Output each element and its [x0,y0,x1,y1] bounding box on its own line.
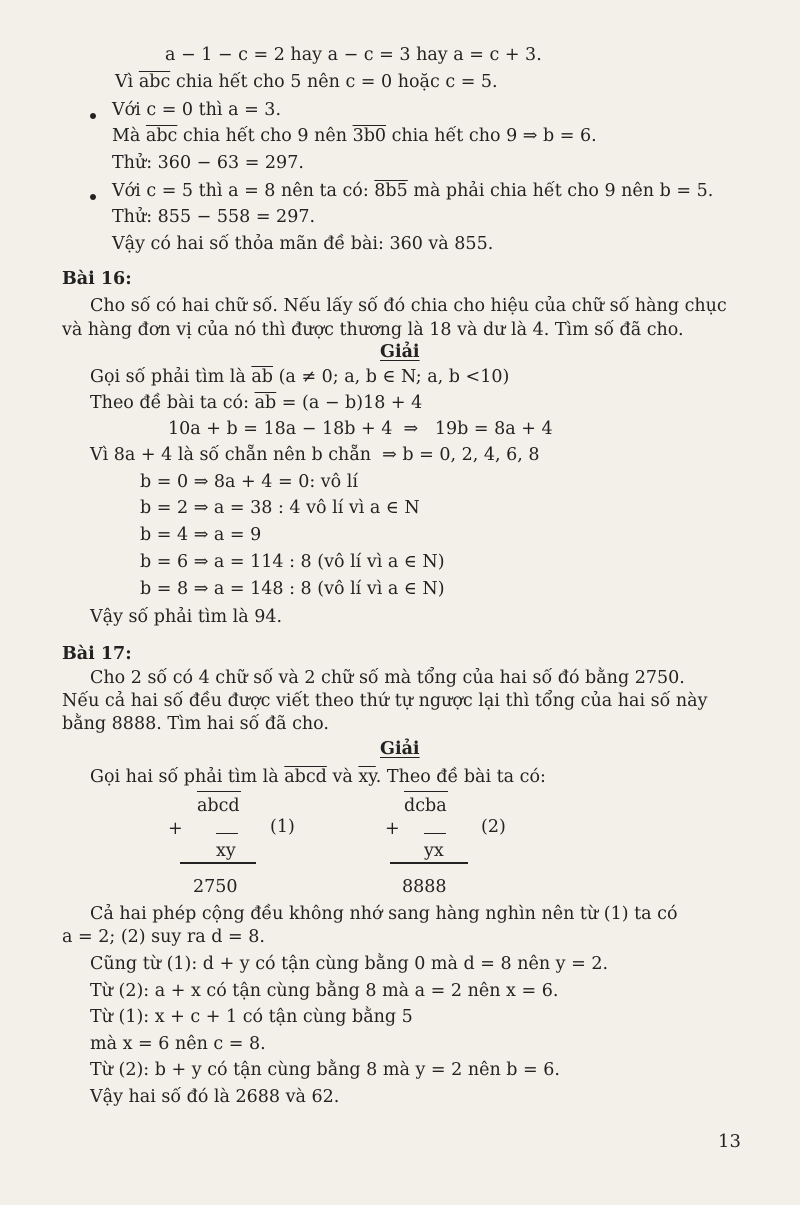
sum-result: 8888 [402,877,447,897]
text-line: Gọi số phải tìm là $\overline{ab}$ (a ≠ 0; a, b ∈ N; a, b <10) [90,367,510,387]
problem-text: Cho số có hai chữ số. Nếu lấy số đó chia cho hiệu của chữ số hàng chục [90,296,727,316]
text-line: Vì 8a + 4 là số chẵn nên b chẵn ⇒ b = 0, 2, 4, 6, 8 [90,445,540,465]
text-line: Từ (2): a + x có tận cùng bằng 8 mà a = 2 nên x = 6. [90,981,559,1001]
equation-tag: (1) [270,817,295,837]
conclusion-line: Vậy hai số đó là 2688 và 62. [90,1087,340,1107]
sum-rule [180,862,256,864]
overlined-number: $\overline{abc}$ [138,72,171,92]
addend-bottom: yx [424,841,444,861]
conclusion-line: Vậy số phải tìm là 94. [90,607,283,627]
text-line: Với c = 0 thì a = 3. [112,100,282,120]
plus-sign: + [168,819,183,839]
text-line: Từ (1): x + c + 1 có tận cùng bằng 5 [90,1007,413,1027]
overlined-number: $\overline{xy}$ [358,767,376,787]
addend-bottom: xy [216,841,236,861]
text-line: a = 2; (2) suy ra d = 8. [62,927,265,947]
overline-mark [216,833,238,834]
case-line: b = 6 ⇒ a = 114 : 8 (vô lí vì a ∈ N) [140,552,445,572]
solution-heading: Giải [380,342,420,362]
overlined-number: 3b0 [352,126,387,146]
solution-heading: Giải [380,739,420,759]
page-number: 13 [718,1131,741,1152]
text-line: Vậy có hai số thỏa mãn đề bài: 360 và 855. [112,234,494,254]
text-line: Cũng từ (1): d + y có tận cùng bằng 0 mà d = 8 nên y = 2. [90,954,609,974]
problem-text: Cho 2 số có 4 chữ số và 2 chữ số mà tổng của hai số đó bằng 2750. [90,668,685,688]
text-line: mà x = 6 nên c = 8. [90,1034,266,1054]
problem-text: và hàng đơn vị của nó thì được thương là 18 và dư là 4. Tìm số đã cho. [62,320,684,340]
problem-text: bằng 8888. Tìm hai số đã cho. [62,714,329,734]
text-line: Thử: 360 − 63 = 297. [112,153,304,173]
text-line: Theo đề bài ta có: $\overline{ab} = (a - b)18 + 4$ [90,393,423,413]
equation-tag: (2) [481,817,506,837]
addend-top: abcd [197,796,240,816]
case-line: b = 4 ⇒ a = 9 [140,525,262,545]
bullet [90,194,96,200]
problem-heading: Bài 16: [62,269,132,289]
case-line: b = 8 ⇒ a = 148 : 8 (vô lí vì a ∈ N) [140,579,445,599]
overline-mark [404,791,448,792]
text-line: Cả hai phép cộng đều không nhớ sang hàng nghìn nên từ (1) ta có [90,904,678,924]
equation-line: 10a + b = 18a − 18b + 4 ⇒ 19b = 8a + 4 [168,419,553,439]
overlined-number: $\overline{ab}$ [254,393,277,413]
text-line: Vì $\overline{abc}$ chia hết cho 5 nên c = 0 hoặc c = 5. [115,72,498,92]
case-line: b = 0 ⇒ 8a + 4 = 0: vô lí [140,472,358,492]
text-line: Từ (2): b + y có tận cùng bằng 8 mà y = 2 nên b = 6. [90,1060,560,1080]
text-line: Thử: 855 − 558 = 297. [112,207,316,227]
overlined-number: $\overline{abc}$ [145,126,178,146]
equation-line: a − 1 − c = 2 hay a − c = 3 hay a = c + 3. [165,45,542,65]
plus-sign: + [385,819,400,839]
bullet [90,113,96,119]
text-line: Với c = 5 thì a = 8 nên ta có: 8b5 mà phải chia hết cho 9 nên b = 5. [112,181,714,201]
text-line: Gọi hai số phải tìm là abcd và $\overline{xy}$. Theo đề bài ta có: [90,767,546,787]
overline-mark [197,791,241,792]
addend-top: dcba [404,796,447,816]
text-line: Mà $\overline{abc}$ chia hết cho 9 nên 3b0 chia hết cho 9 ⇒ b = 6. [112,126,597,146]
overlined-number: abcd [284,767,327,787]
case-line: b = 2 ⇒ a = 38 : 4 vô lí vì a ∈ N [140,498,420,518]
overlined-number: $\overline{ab}$ [251,367,274,387]
sum-rule [390,862,468,864]
overline-mark [424,833,446,834]
problem-heading: Bài 17: [62,644,132,664]
sum-result: 2750 [193,877,238,897]
overlined-number: 8b5 [374,181,408,201]
problem-text: Nếu cả hai số đều được viết theo thứ tự ngược lại thì tổng của hai số này [62,691,708,711]
